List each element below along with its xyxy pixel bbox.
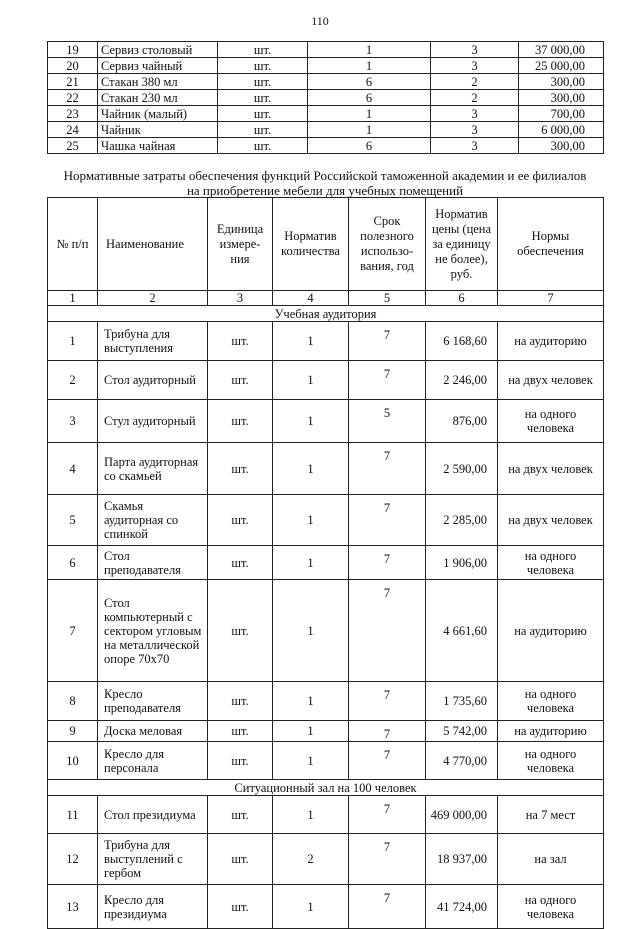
- item-price: 876,00: [426, 400, 498, 443]
- item-norm: на двух человек: [498, 443, 604, 495]
- table-row: [48, 721, 604, 742]
- column-number: 3: [208, 291, 273, 306]
- item-name: Стакан 230 мл: [98, 90, 218, 106]
- item-name: Стакан 380 мл: [98, 74, 218, 90]
- item-price: 18 937,00: [426, 834, 498, 885]
- item-qty: 1: [273, 546, 349, 580]
- item-qty: 1: [273, 400, 349, 443]
- column-number: 1: [48, 291, 98, 306]
- item-price: 41 724,00: [426, 885, 498, 929]
- table-heading: [47, 168, 603, 198]
- item-price: 2 285,00: [426, 495, 498, 546]
- item-price: 37 000,00: [519, 42, 604, 58]
- row-number: 1: [48, 322, 98, 361]
- table-row: [48, 42, 604, 58]
- item-unit: шт.: [208, 580, 273, 682]
- item-name: Кресло преподавателя: [98, 682, 208, 721]
- item-price: 6 000,00: [519, 122, 604, 138]
- row-number: 20: [48, 58, 98, 74]
- item-price: 1 906,00: [426, 546, 498, 580]
- table-row: [48, 546, 604, 580]
- furniture-costs-table: [47, 197, 604, 929]
- item-term: 7: [349, 322, 426, 361]
- row-number: 3: [48, 400, 98, 443]
- table-row: [48, 361, 604, 400]
- item-unit: шт.: [208, 361, 273, 400]
- row-number: 25: [48, 138, 98, 154]
- item-qty: 1: [273, 742, 349, 780]
- item-price: 2 246,00: [426, 361, 498, 400]
- section-title: Учебная аудитория: [48, 306, 604, 322]
- row-number: 24: [48, 122, 98, 138]
- item-norm: на одного человека: [498, 546, 604, 580]
- header-term: Срок полезного использо-вания, год: [349, 198, 426, 291]
- top-continuation-table: [47, 41, 604, 154]
- item-name: Доска меловая: [98, 721, 208, 742]
- table-row: [48, 580, 604, 682]
- item-price: 300,00: [519, 90, 604, 106]
- column-number: 5: [349, 291, 426, 306]
- row-number: 12: [48, 834, 98, 885]
- item-name: Парта аудиторная со скамьей: [98, 443, 208, 495]
- column-numbers-row: [48, 291, 604, 306]
- table-row: [48, 106, 604, 122]
- item-name: Стол аудиторный: [98, 361, 208, 400]
- header-norm: Нормы обеспечения: [498, 198, 604, 291]
- table-row: [48, 495, 604, 546]
- item-qty: 1: [273, 885, 349, 929]
- item-qty: 1: [308, 122, 431, 138]
- page-number: 110: [311, 14, 329, 28]
- item-term: 7: [349, 721, 426, 742]
- item-qty: 1: [273, 361, 349, 400]
- header-name: Наименование: [98, 198, 208, 291]
- row-number: 2: [48, 361, 98, 400]
- item-term: 7: [349, 682, 426, 721]
- item-name: Чайник: [98, 122, 218, 138]
- row-number: 22: [48, 90, 98, 106]
- item-term: 7: [349, 546, 426, 580]
- table-row: [48, 400, 604, 443]
- item-term: 3: [431, 42, 519, 58]
- item-term: 7: [349, 796, 426, 834]
- item-name: Кресло для президиума: [98, 885, 208, 929]
- item-qty: 2: [273, 834, 349, 885]
- item-unit: шт.: [208, 322, 273, 361]
- item-name: Стол президиума: [98, 796, 208, 834]
- item-name: Кресло для персонала: [98, 742, 208, 780]
- header-price: Норматив цены (цена за единицу не более), руб.: [426, 198, 498, 291]
- row-number: 8: [48, 682, 98, 721]
- item-unit: шт.: [208, 742, 273, 780]
- item-norm: на одного человека: [498, 400, 604, 443]
- item-price: 2 590,00: [426, 443, 498, 495]
- row-number: 5: [48, 495, 98, 546]
- item-name: Стол преподавателя: [98, 546, 208, 580]
- item-qty: 1: [273, 322, 349, 361]
- item-qty: 1: [273, 443, 349, 495]
- item-price: 6 168,60: [426, 322, 498, 361]
- item-unit: шт.: [218, 138, 308, 154]
- table-row: [48, 90, 604, 106]
- item-name: Чайник (малый): [98, 106, 218, 122]
- item-term: 2: [431, 90, 519, 106]
- item-unit: шт.: [208, 495, 273, 546]
- item-unit: шт.: [208, 400, 273, 443]
- table-row: [48, 796, 604, 834]
- item-qty: 1: [273, 682, 349, 721]
- item-unit: шт.: [218, 58, 308, 74]
- item-unit: шт.: [218, 42, 308, 58]
- header-row: [48, 198, 604, 291]
- section-row: [48, 306, 604, 322]
- item-qty: 1: [308, 42, 431, 58]
- item-unit: шт.: [208, 443, 273, 495]
- header-unit: Единица измере-ния: [208, 198, 273, 291]
- item-unit: шт.: [208, 682, 273, 721]
- item-term: 3: [431, 122, 519, 138]
- item-name: Сервиз столовый: [98, 42, 218, 58]
- item-price: 469 000,00: [426, 796, 498, 834]
- item-qty: 1: [273, 580, 349, 682]
- item-norm: на одного человека: [498, 742, 604, 780]
- item-price: 300,00: [519, 74, 604, 90]
- table-row: [48, 122, 604, 138]
- item-price: 300,00: [519, 138, 604, 154]
- item-price: 25 000,00: [519, 58, 604, 74]
- header-qty: Норматив количества: [273, 198, 349, 291]
- item-norm: на одного человека: [498, 682, 604, 721]
- item-name: Скамья аудиторная со спинкой: [98, 495, 208, 546]
- item-name: Трибуна для выступлений с гербом: [98, 834, 208, 885]
- item-term: 7: [349, 495, 426, 546]
- section-title: Ситуационный зал на 100 человек: [48, 780, 604, 796]
- column-number: 7: [498, 291, 604, 306]
- item-price: 700,00: [519, 106, 604, 122]
- row-number: 13: [48, 885, 98, 929]
- item-term: 3: [431, 58, 519, 74]
- table-row: [48, 834, 604, 885]
- item-name: Стол компьютерный с сектором угловым на металлической опоре 70х70: [98, 580, 208, 682]
- table-row: [48, 885, 604, 929]
- table-row: [48, 58, 604, 74]
- item-unit: шт.: [218, 106, 308, 122]
- item-term: 7: [349, 361, 426, 400]
- item-norm: на аудиторию: [498, 580, 604, 682]
- section-row: [48, 780, 604, 796]
- item-unit: шт.: [208, 885, 273, 929]
- item-price: 1 735,60: [426, 682, 498, 721]
- item-term: 3: [431, 138, 519, 154]
- table-row: [48, 682, 604, 721]
- item-name: Сервиз чайный: [98, 58, 218, 74]
- item-norm: на двух человек: [498, 495, 604, 546]
- table-row: [48, 443, 604, 495]
- item-term: 7: [349, 580, 426, 682]
- item-term: 7: [349, 885, 426, 929]
- item-unit: шт.: [208, 721, 273, 742]
- item-price: 4 770,00: [426, 742, 498, 780]
- item-norm: на аудиторию: [498, 721, 604, 742]
- item-qty: 1: [273, 796, 349, 834]
- item-unit: шт.: [208, 546, 273, 580]
- table-row: [48, 322, 604, 361]
- item-qty: 6: [308, 138, 431, 154]
- item-norm: на зал: [498, 834, 604, 885]
- item-term: 5: [349, 400, 426, 443]
- item-qty: 6: [308, 74, 431, 90]
- table-row: [48, 74, 604, 90]
- row-number: 19: [48, 42, 98, 58]
- item-term: 2: [431, 74, 519, 90]
- item-term: 7: [349, 834, 426, 885]
- item-qty: 1: [308, 58, 431, 74]
- item-qty: 1: [273, 495, 349, 546]
- table-row: [48, 138, 604, 154]
- item-norm: на одного человека: [498, 885, 604, 929]
- item-unit: шт.: [208, 796, 273, 834]
- row-number: 10: [48, 742, 98, 780]
- table-row: [48, 742, 604, 780]
- item-unit: шт.: [208, 834, 273, 885]
- row-number: 11: [48, 796, 98, 834]
- item-term: 3: [431, 106, 519, 122]
- item-unit: шт.: [218, 74, 308, 90]
- item-unit: шт.: [218, 122, 308, 138]
- item-norm: на двух человек: [498, 361, 604, 400]
- column-number: 4: [273, 291, 349, 306]
- item-term: 7: [349, 443, 426, 495]
- item-name: Трибуна для выступления: [98, 322, 208, 361]
- item-price: 5 742,00: [426, 721, 498, 742]
- row-number: 7: [48, 580, 98, 682]
- heading-line-1: Нормативные затраты обеспечения функций Российской таможенной академии и ее филиалов: [63, 168, 587, 183]
- item-norm: на 7 мест: [498, 796, 604, 834]
- item-unit: шт.: [218, 90, 308, 106]
- row-number: 21: [48, 74, 98, 90]
- row-number: 4: [48, 443, 98, 495]
- item-qty: 1: [273, 721, 349, 742]
- row-number: 6: [48, 546, 98, 580]
- row-number: 23: [48, 106, 98, 122]
- item-name: Чашка чайная: [98, 138, 218, 154]
- item-term: 7: [349, 742, 426, 780]
- column-number: 6: [426, 291, 498, 306]
- item-qty: 1: [308, 106, 431, 122]
- item-price: 4 661,60: [426, 580, 498, 682]
- item-norm: на аудиторию: [498, 322, 604, 361]
- header-no: № п/п: [48, 198, 98, 291]
- item-qty: 6: [308, 90, 431, 106]
- item-name: Стул аудиторный: [98, 400, 208, 443]
- row-number: 9: [48, 721, 98, 742]
- heading-line-2: на приобретение мебели для учебных помещений: [186, 183, 464, 198]
- column-number: 2: [98, 291, 208, 306]
